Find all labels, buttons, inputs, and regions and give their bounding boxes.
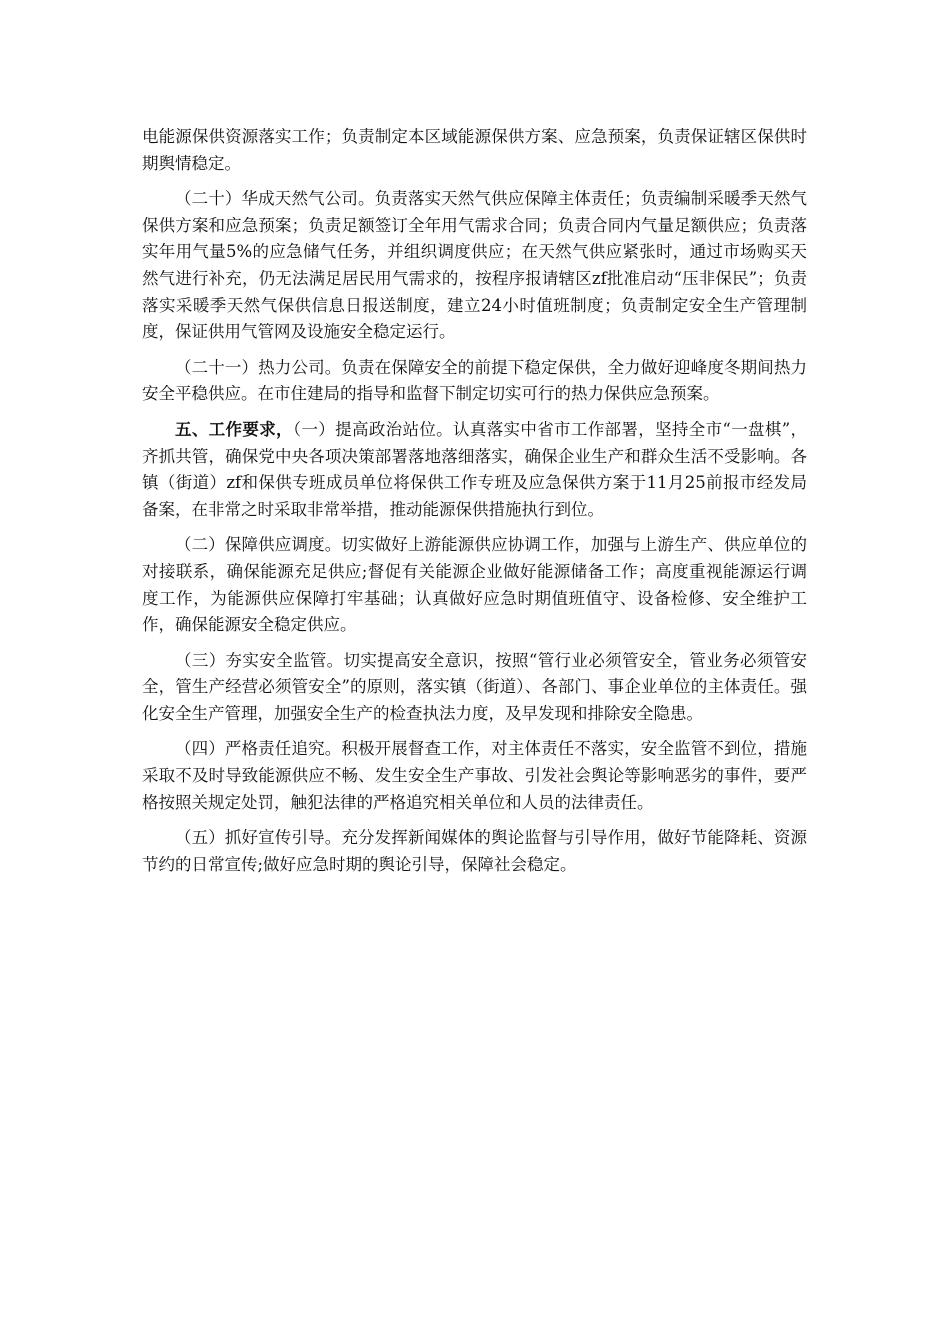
- paragraph-text: （二十一）热力公司。负责在保障安全的前提下稳定保供，全力做好迎峰度冬期间热力安全平稳供应。在市住建局的指导和监督下制定切实可行的热力保供应急预案。: [142, 357, 807, 404]
- paragraph-huacheng-gas: [142, 186, 807, 346]
- document-body: [142, 124, 807, 887]
- paragraph-publicity: [142, 825, 807, 878]
- paragraph-text: （三）夯实安全监管。切实提高安全意识，按照“管行业必须管安全，管业务必须管安全，管生产经营必须管安全”的原则，落实镇（街道）、各部门、事企业单位的主体责任。强化安全生产管理，加强安全生产的检查执法力度，及早发现和排除安全隐患。: [142, 650, 807, 723]
- paragraph-text: 电能源保供资源落实工作；负责制定本区域能源保供方案、应急预案，负责保证辖区保供时期舆情稳定。: [142, 127, 807, 173]
- paragraph-safety-supervision: [142, 648, 807, 728]
- paragraph-text: （四）严格责任追究。积极开展督查工作，对主体责任不落实，安全监管不到位，措施采取不及时导致能源供应不畅、发生安全生产事故、引发社会舆论等影响恶劣的事件，要严格按照关规定处罚，触犯法律的严格追究相关单位和人员的法律责任。: [142, 739, 807, 812]
- paragraph-continuation: [142, 124, 807, 177]
- paragraph-work-requirements: [142, 417, 807, 523]
- paragraph-accountability: [142, 736, 807, 816]
- paragraph-text: （一）提高政治站位。认真落实中省市工作部署，坚持全市“一盘棋”，齐抓共管，确保党中央各项决策部署落地落细落实，确保企业生产和群众生活不受影响。各镇（街道）zf和保供专班成员单位将保供工作专班及应急保供方案于11月25前报市经发局备案，在非常之时采取非常举措，推动能源保供措施执行到位。: [142, 419, 807, 519]
- paragraph-text: （五）抓好宣传引导。充分发挥新闻媒体的舆论监督与引导作用，做好节能降耗、资源节约的日常宣传;做好应急时期的舆论引导，保障社会稳定。: [142, 828, 807, 874]
- paragraph-supply-dispatch: [142, 532, 807, 638]
- paragraph-text: （二）保障供应调度。切实做好上游能源供应协调工作，加强与上游生产、供应单位的对接联系，确保能源充足供应;督促有关能源企业做好能源储备工作；高度重视能源运行调度工作，为能源供应保障打牢基础；认真做好应急时期值班值守、设备检修、安全维护工作，确保能源安全稳定供应。: [142, 535, 807, 635]
- paragraph-heating-company: [142, 355, 807, 408]
- paragraph-text: （二十）华成天然气公司。负责落实天然气供应保障主体责任；负责编制采暖季天然气保供方案和应急预案；负责足额签订全年用气需求合同；负责合同内气量足额供应；负责落实年用气量5%的应急储气任务，并组织调度供应；在天然气供应紧张时，通过市场购买天然气进行补充，仍无法满足居民用气需求的，按程序报请辖区zf批准启动“压非保民”；负责落实采暖季天然气保供信息日报送制度，建立24小时值班制度；负责制定安全生产管理制度，保证供用气管网及设施安全稳定运行。: [142, 189, 807, 342]
- section-heading: 五、工作要求，: [175, 419, 293, 439]
